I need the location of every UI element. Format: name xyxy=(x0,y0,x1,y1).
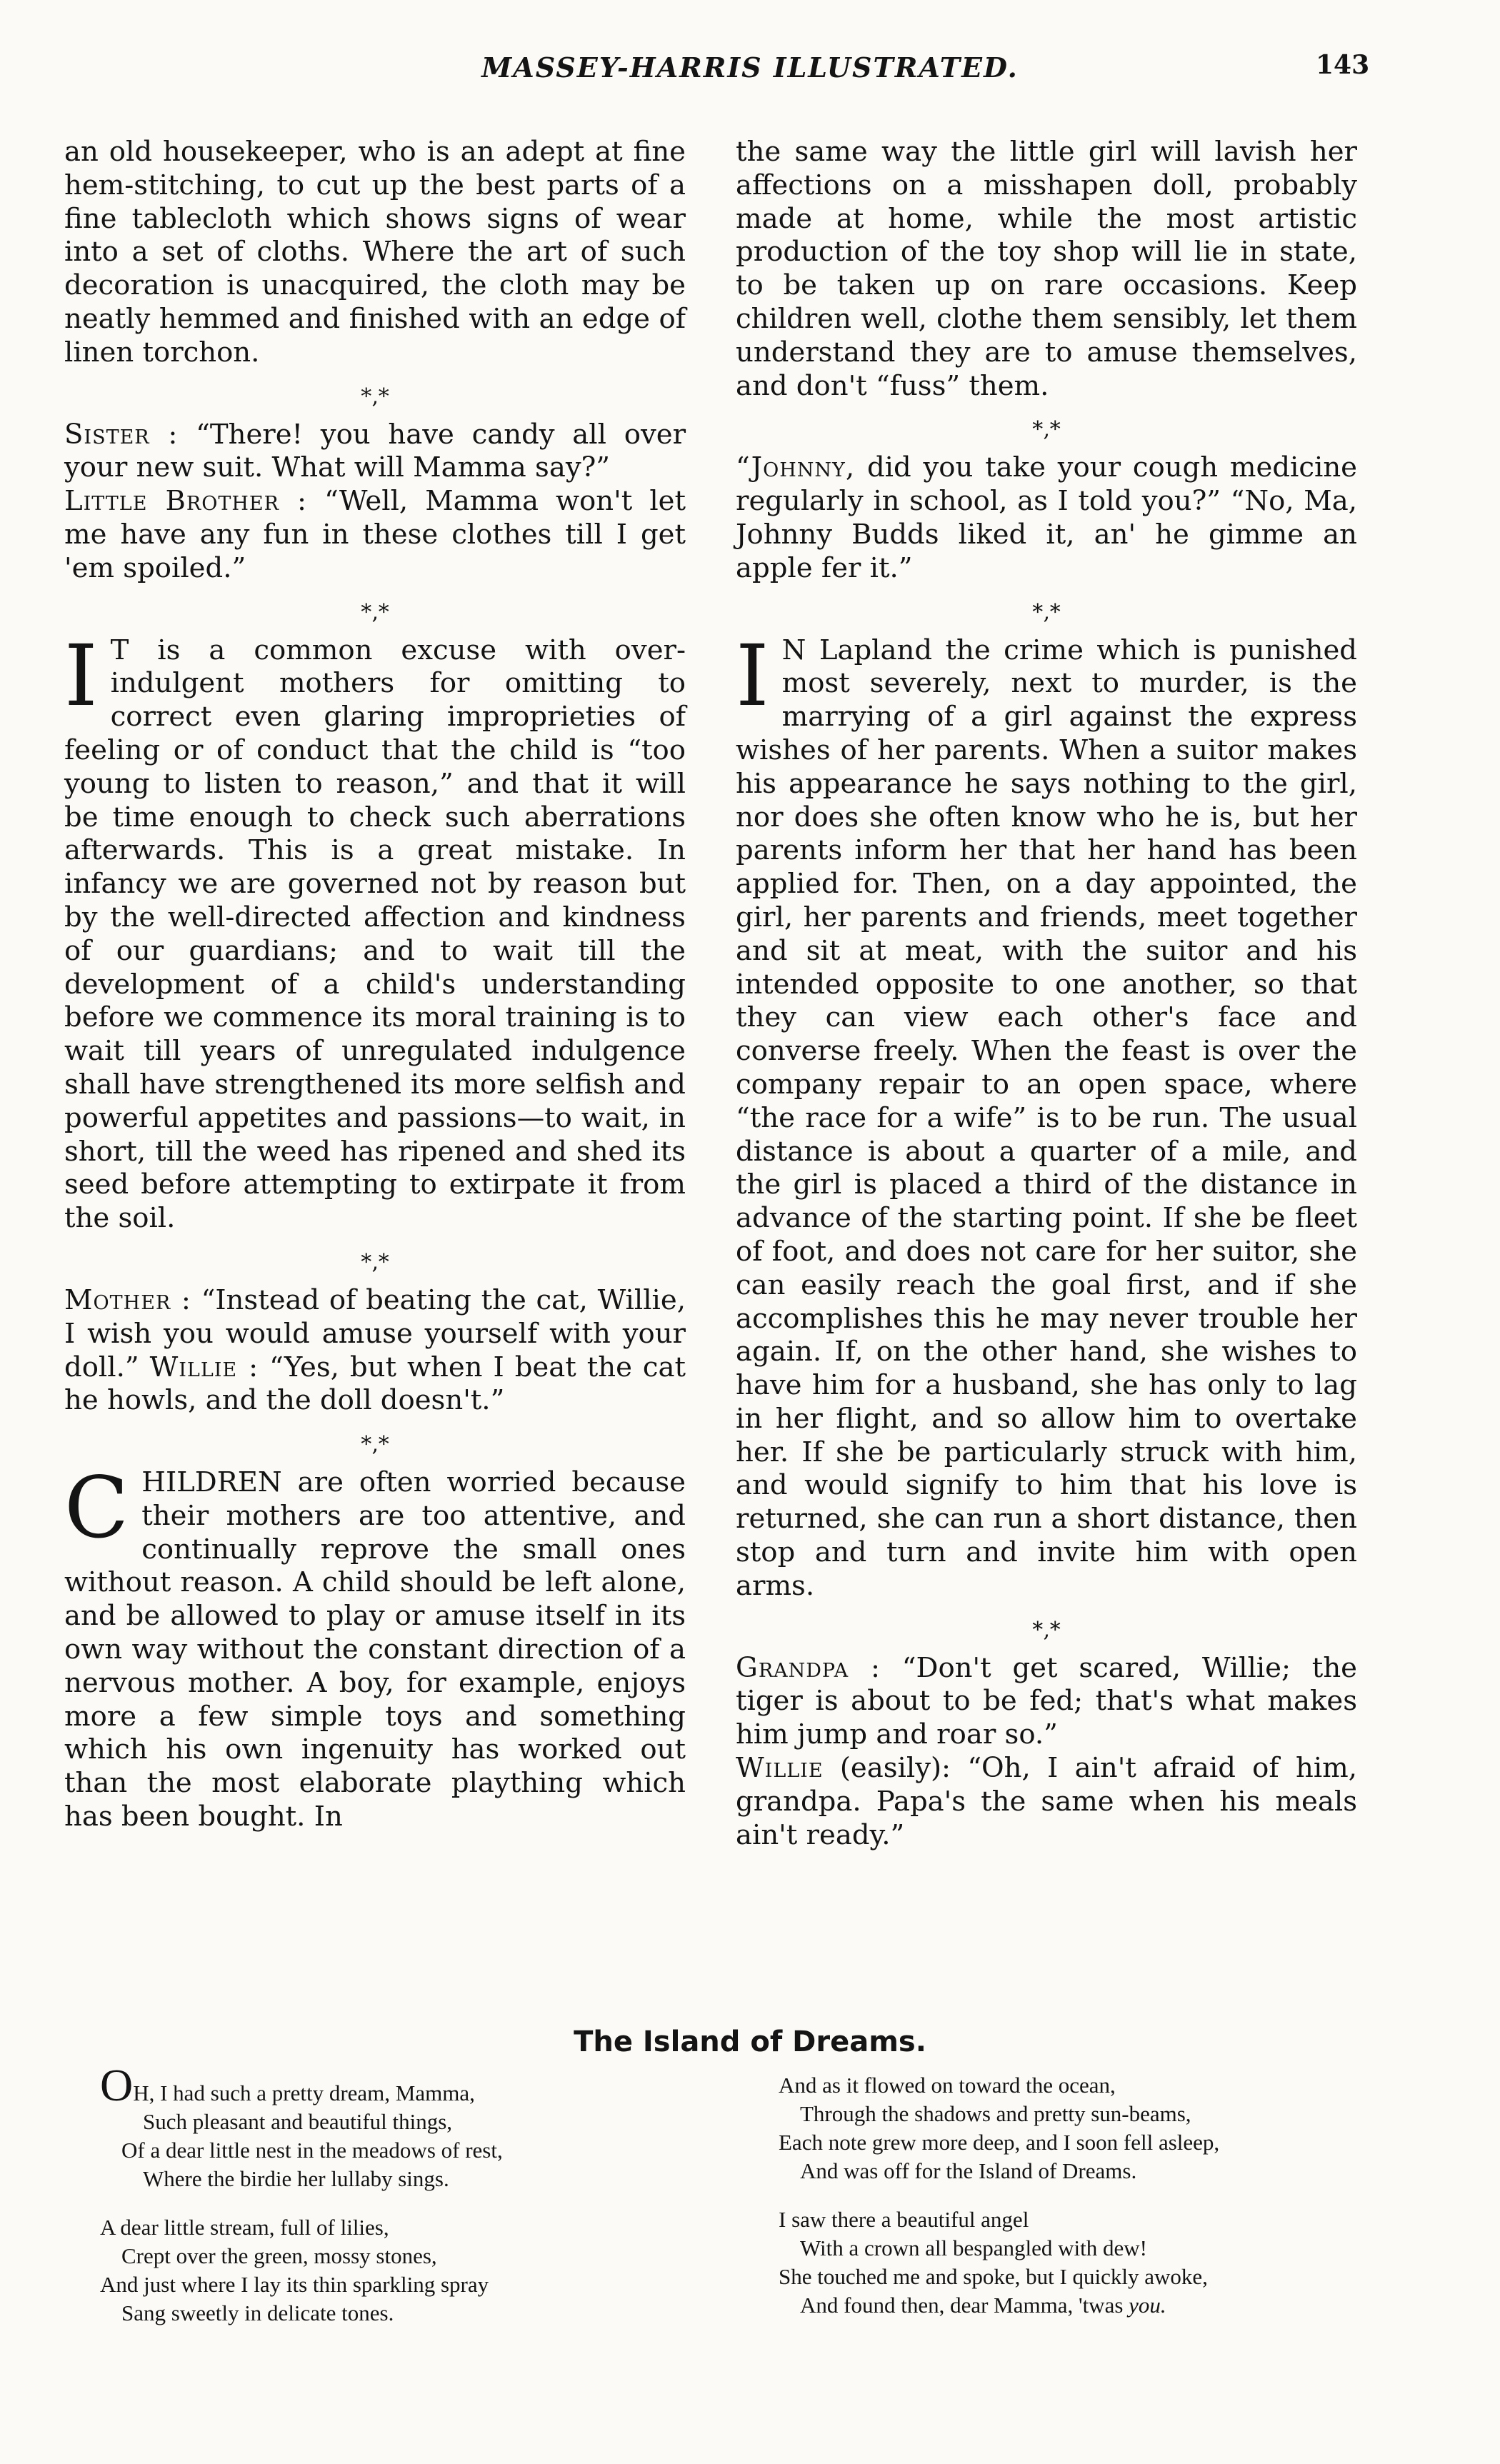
poem-drop-cap-letter: O xyxy=(100,2060,134,2110)
speaker-mother: Mother : xyxy=(64,1283,191,1316)
section-divider-stars: *‚* xyxy=(1032,1617,1061,1643)
paragraph-text: HILDREN are often worried because their mothers are too attentive, and continually reprove the small ones without reason. A child should be left alone, and be allowed to play or amuse itself in its own way without the constant direction of a nervous mother. A boy, for example, enjoys more a few simple toys and something which his own ingenuity has worked out than the most elaborate plaything which has been bought. In xyxy=(64,1466,686,1833)
speaker-willie: Willie xyxy=(736,1752,824,1785)
section-divider-stars: *‚* xyxy=(361,384,389,409)
paragraph-text: T is a common excuse with over-indulgent mothers for omitting to correct even glaring improprieties of feeling or of conduct that the child is “too young to listen to reason,” and that it will be time enough to check such aberrations afterwards. This is a great mistake. In infancy we are governed not by reason but by the well-directed affection and kindness of our guardians; and to wait till the development of a child's understanding before we commence its moral training is to wait till years of unregulated indulgence shall have strengthened its more selfish and powerful appetites and passions—to wait, in short, till the weed has ripened and shed its seed before attempting to extirpate it from the soil. xyxy=(64,633,686,1235)
poem-line: And was off for the Island of Dreams. xyxy=(800,2158,1137,2183)
speaker-willie: Willie : xyxy=(149,1351,259,1383)
poem-stanza xyxy=(100,2213,736,2328)
poem-title: The Island of Dreams. xyxy=(574,2025,926,2058)
poem-stanza xyxy=(100,2060,736,2193)
johnny-dialogue xyxy=(736,451,1357,585)
paragraph-text: N Lapland the crime which is punished most severely, next to murder, is the marrying of a girl against the express wishes of her parents. When a suitor makes his appearance he says nothing to the girl, nor does she often know who he is, but her parents inform her that her hand has been applied for. Then, on a day appointed, the girl, her parents and friends, meet together and sit at meat, with the suitor and his intended opposite to one another, so that they can view each other's face and converse freely. When the feast is over the company repair to an open space, where “the race for a wife” is to be run. The usual distance is about a quarter of a mile, and the girl is placed a third of the distance in advance of the starting point. If she be fleet of foot, and does not care for her suitor, she can easily reach the goal first, and if she accomplishes this he may never trouble her again. If, on the other hand, she wishes to have him for a husband, she has only to lag in her flight, and so allow him to overtake her. If she be particularly struck with him, and would signify to him that his love is returned, she can run a short distance, then stop and turn and invite him with open arms. xyxy=(736,633,1357,1602)
running-title: MASSEY-HARRIS ILLUSTRATED. xyxy=(481,51,1019,84)
johnny-line: did you take your cough medicine regularly in school, as I told you?” “No, Ma, Johnny Budds liked it, an' he gimme an apple fer it.” xyxy=(736,451,1358,584)
section-divider-stars: *‚* xyxy=(361,599,389,625)
mother-line: “Instead of beating the cat, Willie, I wish you would amuse yourself with your doll.” xyxy=(64,1283,686,1383)
section-divider-stars: *‚* xyxy=(361,1249,389,1275)
section-divider-stars: *‚* xyxy=(361,1432,389,1458)
willie-line: “Yes, but when I beat the cat he howls, and the doll doesn't.” xyxy=(64,1351,686,1417)
sister-dialogue xyxy=(64,419,686,486)
speaker-johnny: “Johnny, xyxy=(736,451,856,484)
little-girl-paragraph: the same way the little girl will lavish her affections on a misshapen doll, probably made at home, while the most artistic production of the toy shop will lie in state, to be taken up on rare occasions. Keep children well, clothe them sensibly, let them understand they are to amuse themselves, and don't “fuss” them. xyxy=(736,136,1357,402)
speaker-grandpa: Grandpa : xyxy=(736,1651,881,1684)
poem-line: OH, I had such a pretty dream, Mamma, xyxy=(100,2060,475,2110)
grandpa-willie-dialogue xyxy=(736,1652,1357,1752)
grandpa-line: “Don't get scared, Willie; the tiger is about to be fed; that's what makes him jump and roar so.” xyxy=(736,1651,1357,1751)
poem-right-column xyxy=(779,2071,1421,2340)
mother-willie-dialogue xyxy=(64,1284,686,1418)
section-divider-stars: *‚* xyxy=(1032,417,1061,443)
speaker-little-brother: Little Brother : xyxy=(64,485,308,518)
lapland-paragraph xyxy=(736,626,1357,1603)
poem-line: Of a dear little nest in the meadows of rest, xyxy=(121,2138,503,2163)
poem-line: Through the shadows and pretty sun-beams, xyxy=(800,2101,1191,2126)
willie-line: “Oh, I ain't afraid of him, grandpa. Papa's the same when his meals ain't ready.” xyxy=(736,1752,1357,1851)
poem-line: Sang sweetly in delicate tones. xyxy=(121,2300,394,2325)
speaker-sister: Sister : xyxy=(64,418,179,451)
poem-line: I saw there a beautiful angel xyxy=(779,2207,1029,2232)
sister-line: “There! you have candy all over your new suit. What will Mamma say?” xyxy=(64,418,686,484)
poem-line: Each note grew more deep, and I soon fell asleep, xyxy=(779,2130,1220,2155)
stage-direction: (easily): xyxy=(839,1752,951,1785)
poem-line: And just where I lay its thin sparkling spray xyxy=(100,2272,489,2297)
brother-dialogue xyxy=(64,485,686,585)
poem-left-column xyxy=(100,2060,736,2348)
poem-line: She touched me and spoke, but I quickly awoke, xyxy=(779,2264,1208,2289)
right-column xyxy=(736,136,1357,1852)
section-divider-stars: *‚* xyxy=(1032,599,1061,625)
drop-cap-letter: I xyxy=(736,626,769,725)
housekeeper-paragraph: an old housekeeper, who is an adept at fine hem-stitching, to cut up the best parts of a fine tablecloth which shows signs of wear into a set of cloths. Where the art of such decoration is unacquired, the cloth may be neatly hemmed and finished with an edge of linen torchon. xyxy=(64,136,686,369)
page-number: 143 xyxy=(1316,50,1370,80)
poem-line: Where the birdie her lullaby sings. xyxy=(143,2166,449,2191)
left-column xyxy=(64,136,686,1834)
poem-stanza xyxy=(779,2205,1421,2320)
poem-line: And found then, dear Mamma, 'twas you. xyxy=(800,2293,1166,2318)
poem-line: A dear little stream, full of lilies, xyxy=(100,2215,389,2240)
brother-line: “Well, Mamma won't let me have any fun in these clothes till I get 'em spoiled.” xyxy=(64,485,686,584)
children-worried-paragraph xyxy=(64,1458,686,1834)
poem-line: Crept over the green, mossy stones, xyxy=(121,2243,437,2268)
poem-line: And as it flowed on toward the ocean, xyxy=(779,2073,1116,2098)
poem-stanza xyxy=(779,2071,1421,2185)
poem-line: With a crown all bespangled with dew! xyxy=(800,2235,1147,2260)
indulgent-mothers-paragraph xyxy=(64,626,686,1236)
willie-reply xyxy=(736,1752,1357,1852)
ornate-drop-cap-letter: C xyxy=(64,1458,129,1558)
poem-final-word: you. xyxy=(1129,2293,1166,2318)
poem-line: Such pleasant and beautiful things, xyxy=(143,2109,453,2134)
drop-cap-letter: I xyxy=(64,626,98,725)
